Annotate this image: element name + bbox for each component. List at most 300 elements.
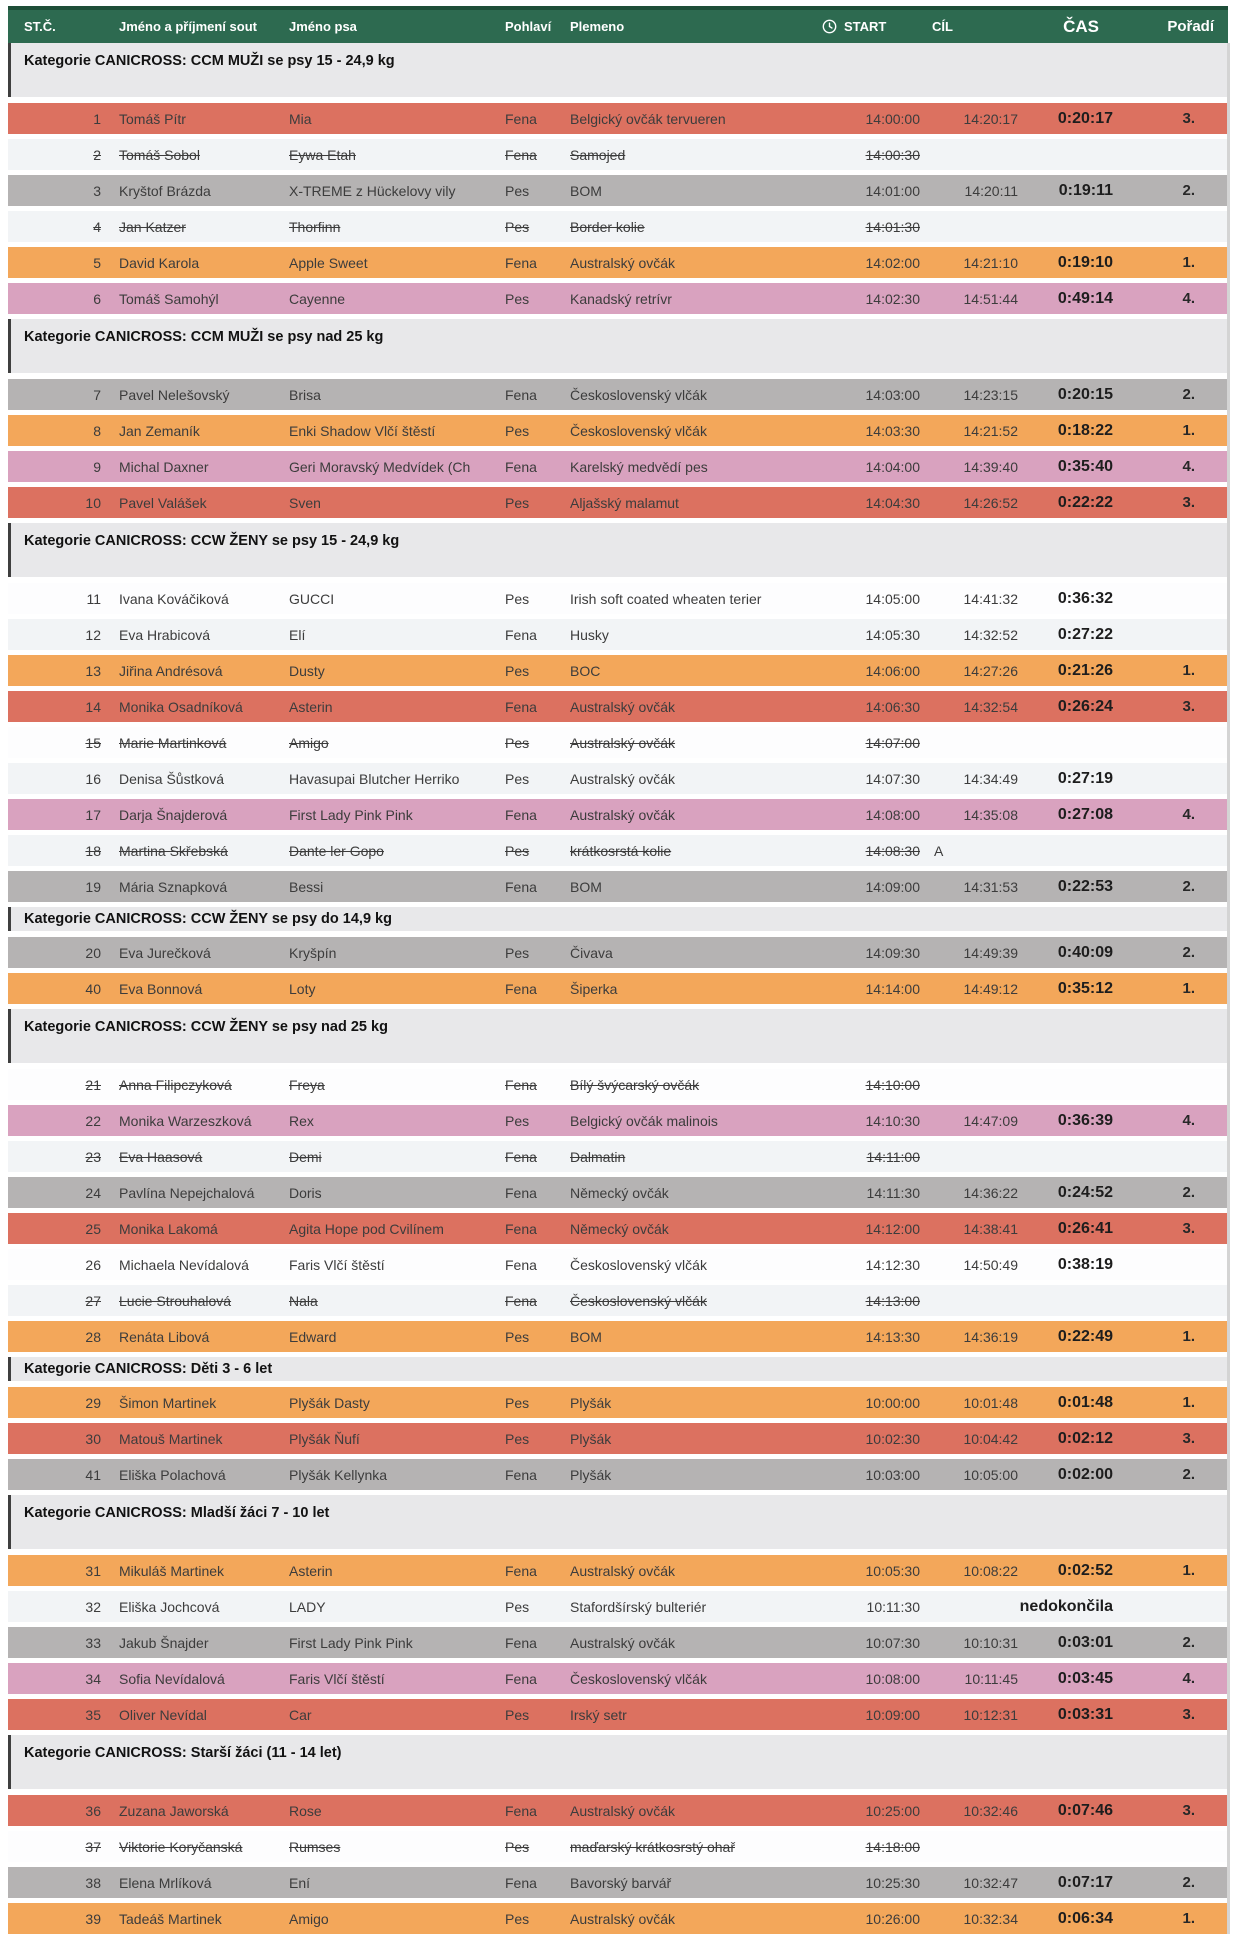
dog-sex: Pes <box>505 1910 530 1927</box>
dog-sex: Fena <box>505 254 537 271</box>
dog-name: Geri Moravský Medvídek (Ch <box>289 458 471 475</box>
rank: 3. <box>1182 1802 1195 1819</box>
dog-breed: BOC <box>570 662 601 679</box>
dog-breed: Československý vlčák <box>570 422 707 439</box>
row-start-number: 9 <box>93 458 101 475</box>
row-start-number: 23 <box>85 1148 101 1165</box>
dog-breed: Irský setr <box>570 1706 627 1723</box>
dog-sex: Fena <box>505 1292 537 1309</box>
row-start-number: 29 <box>85 1394 101 1411</box>
start-time: 14:07:00 <box>865 734 920 751</box>
table-row <box>8 619 1228 650</box>
dog-breed: Plyšák <box>570 1466 612 1483</box>
start-time: 14:06:00 <box>865 662 920 679</box>
start-time: 14:04:30 <box>865 494 920 511</box>
dog-name: Edward <box>289 1328 337 1345</box>
dog-breed: Husky <box>570 626 609 643</box>
dog-name: Bessi <box>289 878 324 895</box>
rank: 2. <box>1182 386 1195 403</box>
competitor-name: Monika Osadníková <box>119 698 243 715</box>
dog-name: Eywa Etah <box>289 146 356 163</box>
row-start-number: 13 <box>85 662 101 679</box>
table-row <box>8 1321 1228 1352</box>
finish-time: 14:20:17 <box>963 110 1018 127</box>
scrollbar-track[interactable] <box>1227 43 1230 1934</box>
start-time: 10:05:30 <box>865 1562 920 1579</box>
dog-breed: Stafordšírský bulteriér <box>570 1598 707 1615</box>
finish-time: 10:01:48 <box>963 1394 1018 1411</box>
start-time: 14:11:00 <box>866 1148 920 1165</box>
dog-sex: Fena <box>505 1256 537 1273</box>
finish-time: 14:47:09 <box>963 1112 1018 1129</box>
column-header-start-time <box>822 19 920 34</box>
start-time: 14:07:30 <box>865 770 920 787</box>
row-start-number: 30 <box>85 1430 101 1447</box>
dog-sex: Pes <box>505 494 530 511</box>
dog-sex: Fena <box>505 1184 537 1201</box>
dog-breed: Australský ovčák <box>570 698 676 715</box>
competitor-name: Tomáš Samohýl <box>119 290 219 307</box>
dog-sex: Pes <box>505 944 530 961</box>
table-row <box>8 1069 1228 1100</box>
table-row <box>8 415 1228 446</box>
elapsed-time: 0:49:14 <box>1057 289 1113 307</box>
elapsed-time: 0:20:17 <box>1057 109 1113 127</box>
finish-time: 10:11:45 <box>964 1670 1018 1687</box>
competitor-name: Šimon Martinek <box>119 1394 217 1411</box>
table-row <box>8 1459 1228 1490</box>
start-time: 14:02:30 <box>865 290 920 307</box>
table-row <box>8 1591 1228 1622</box>
dog-sex: Fena <box>505 698 537 715</box>
category-header: Kategorie CANICROSS: CCM MUŽI se psy 15 - 24,9 kg <box>8 43 1228 97</box>
dog-breed: Australský ovčák <box>570 770 676 787</box>
elapsed-time: 0:20:15 <box>1057 385 1113 403</box>
elapsed-time: 0:24:52 <box>1057 1183 1113 1201</box>
finish-time: 14:21:10 <box>963 254 1018 271</box>
row-start-number: 16 <box>85 770 101 787</box>
table-row <box>8 1387 1228 1418</box>
row-start-number: 33 <box>85 1634 101 1651</box>
dog-sex: Pes <box>505 290 530 307</box>
elapsed-time: 0:02:00 <box>1057 1465 1113 1483</box>
rank: 1. <box>1182 1394 1195 1411</box>
dog-sex: Pes <box>505 218 530 235</box>
finish-time: 14:27:26 <box>963 662 1018 679</box>
row-start-number: 27 <box>85 1292 101 1309</box>
finish-time: 14:34:49 <box>963 770 1018 787</box>
dog-breed: Australský ovčák <box>570 1562 676 1579</box>
table-row <box>8 1423 1228 1454</box>
dog-name: Elí <box>289 626 306 643</box>
dog-breed: Australský ovčák <box>570 254 676 271</box>
rank: 4. <box>1182 1670 1195 1687</box>
dog-sex: Fena <box>505 1670 537 1687</box>
competitor-name: Michal Daxner <box>119 458 209 475</box>
dog-breed: Kanadský retrívr <box>570 290 672 307</box>
row-start-number: 15 <box>85 734 101 751</box>
dog-breed: Samojed <box>570 146 626 163</box>
table-row <box>8 799 1228 830</box>
dog-breed: BOM <box>570 1328 602 1345</box>
table-row <box>8 727 1228 758</box>
dog-name: Mia <box>289 110 312 127</box>
competitor-name: Oliver Nevídal <box>119 1706 207 1723</box>
dog-name: Kryšpín <box>289 944 337 961</box>
competitor-name: Eliška Polachová <box>119 1466 226 1483</box>
dog-breed: Australský ovčák <box>570 806 676 823</box>
dog-sex: Pes <box>505 1430 530 1447</box>
competitor-name: Matouš Martinek <box>119 1430 223 1447</box>
finish-time: 14:39:40 <box>963 458 1018 475</box>
competitor-name: Pavel Valášek <box>119 494 207 511</box>
dog-name: Nala <box>289 1292 318 1309</box>
finish-time: 14:36:22 <box>963 1184 1018 1201</box>
dog-name: Amigo <box>289 734 329 751</box>
elapsed-time: 0:36:39 <box>1057 1111 1113 1129</box>
competitor-name: Tomáš Pítr <box>119 110 186 127</box>
competitor-name: Renáta Libová <box>119 1328 210 1345</box>
row-start-number: 41 <box>85 1466 101 1483</box>
start-time: 14:12:30 <box>865 1256 920 1273</box>
dog-name: Rex <box>289 1112 314 1129</box>
elapsed-time: 0:36:32 <box>1057 589 1113 607</box>
dog-breed: Belgický ovčák malinois <box>570 1112 718 1129</box>
dog-name: Rose <box>289 1802 322 1819</box>
dog-sex: Fena <box>505 1148 537 1165</box>
row-start-number: 20 <box>85 944 101 961</box>
dog-sex: Pes <box>505 1112 530 1129</box>
table-header-row <box>8 6 1228 43</box>
dog-sex: Fena <box>505 1220 537 1237</box>
dog-name: First Lady Pink Pink <box>289 806 413 823</box>
category-header: Kategorie CANICROSS: Mladší žáci 7 - 10 let <box>8 1495 1228 1549</box>
elapsed-time: 0:35:12 <box>1057 979 1113 997</box>
dog-name: Dante ler Gopo <box>289 842 384 859</box>
rank: 2. <box>1182 878 1195 895</box>
dog-sex: Pes <box>505 1838 530 1855</box>
finish-time: 10:12:31 <box>963 1706 1018 1723</box>
row-start-number: 34 <box>85 1670 101 1687</box>
column-header-finish-time: CÍL <box>932 19 953 34</box>
competitor-name: Jan Zemaník <box>119 422 200 439</box>
rank: 1. <box>1182 980 1195 997</box>
dog-sex: Fena <box>505 626 537 643</box>
competitor-name: Anna Filipczyková <box>119 1076 232 1093</box>
row-start-number: 32 <box>85 1598 101 1615</box>
elapsed-time: 0:27:22 <box>1057 625 1113 643</box>
competitor-name: Jiřina Andrésová <box>119 662 223 679</box>
table-row <box>8 1627 1228 1658</box>
start-time: 14:01:30 <box>865 218 920 235</box>
row-start-number: 31 <box>85 1562 101 1579</box>
dog-name: Apple Sweet <box>289 254 368 271</box>
dog-name: Amigo <box>289 1910 329 1927</box>
category-header: Kategorie CANICROSS: CCW ŽENY se psy nad 25 kg <box>8 1009 1228 1063</box>
finish-time: 14:50:49 <box>963 1256 1018 1273</box>
dog-name: First Lady Pink Pink <box>289 1634 413 1651</box>
row-start-number: 28 <box>85 1328 101 1345</box>
dog-breed: BOM <box>570 182 602 199</box>
dog-sex: Fena <box>505 146 537 163</box>
dog-name: Car <box>289 1706 312 1723</box>
rank: 2. <box>1182 1634 1195 1651</box>
start-time: 14:08:30 <box>865 842 920 859</box>
table-row <box>8 691 1228 722</box>
dog-name: Demi <box>289 1148 322 1165</box>
dog-sex: Fena <box>505 1076 537 1093</box>
finish-time: 14:23:15 <box>963 386 1018 403</box>
table-row <box>8 655 1228 686</box>
column-header-start-number: ST.Č. <box>24 19 56 34</box>
dog-sex: Pes <box>505 1328 530 1345</box>
start-time: 10:02:30 <box>865 1430 920 1447</box>
column-header-breed: Plemeno <box>570 19 625 34</box>
table-row <box>8 451 1228 482</box>
table-row <box>8 1663 1228 1694</box>
dog-name: Brisa <box>289 386 321 403</box>
finish-time: 14:26:52 <box>963 494 1018 511</box>
dog-breed: Čivava <box>570 944 613 961</box>
rank: 2. <box>1182 944 1195 961</box>
elapsed-time: 0:03:01 <box>1057 1633 1113 1651</box>
row-start-number: 24 <box>85 1184 101 1201</box>
competitor-name: Michaela Nevídalová <box>119 1256 249 1273</box>
dog-sex: Pes <box>505 1394 530 1411</box>
dog-breed: Australský ovčák <box>570 1802 676 1819</box>
table-row <box>8 247 1228 278</box>
finish-time: 14:49:39 <box>963 944 1018 961</box>
elapsed-time: 0:02:12 <box>1057 1429 1113 1447</box>
finish-time: 14:31:53 <box>963 878 1018 895</box>
elapsed-time: 0:40:09 <box>1057 943 1113 961</box>
rank: 4. <box>1182 806 1195 823</box>
dog-breed: Německý ovčák <box>570 1184 669 1201</box>
competitor-name: Mária Sznapková <box>119 878 228 895</box>
dog-name: Plyšák Kellynka <box>289 1466 388 1483</box>
dog-breed: Karelský medvědí pes <box>570 458 708 475</box>
competitor-name: Denisa Šůstková <box>119 770 225 787</box>
finish-time: 10:05:00 <box>963 1466 1018 1483</box>
row-start-number: 35 <box>85 1706 101 1723</box>
dog-sex: Pes <box>505 1598 530 1615</box>
start-time: 14:01:00 <box>865 182 920 199</box>
rank: 1. <box>1182 1910 1195 1927</box>
finish-time: 10:32:34 <box>963 1910 1018 1927</box>
dog-breed: Australský ovčák <box>570 1910 676 1927</box>
table-row <box>8 1831 1228 1862</box>
table-row <box>8 487 1228 518</box>
start-time: 14:13:30 <box>865 1328 920 1345</box>
start-time: 10:11:30 <box>866 1598 920 1615</box>
dog-sex: Fena <box>505 806 537 823</box>
dog-name: Havasupai Blutcher Herriko <box>289 770 460 787</box>
finish-time: 10:32:46 <box>963 1802 1018 1819</box>
column-header-start-label: START <box>844 19 887 34</box>
table-row <box>8 1285 1228 1316</box>
elapsed-time: 0:03:31 <box>1057 1705 1113 1723</box>
dog-breed: Irish soft coated wheaten terier <box>570 590 762 607</box>
dog-breed: Plyšák <box>570 1394 612 1411</box>
elapsed-time: 0:21:26 <box>1057 661 1113 679</box>
elapsed-time: 0:02:52 <box>1057 1561 1113 1579</box>
dog-sex: Pes <box>505 182 530 199</box>
competitor-name: Eva Hrabicová <box>119 626 211 643</box>
dog-sex: Pes <box>505 590 530 607</box>
dog-breed: Plyšák <box>570 1430 612 1447</box>
elapsed-time: 0:26:41 <box>1057 1219 1113 1237</box>
dog-name: X-TREME z Hückelovy vily <box>289 182 456 199</box>
table-row <box>8 1699 1228 1730</box>
start-time: 14:00:30 <box>865 146 920 163</box>
table-row <box>8 1105 1228 1136</box>
column-header-rank: Pořadí <box>1167 18 1214 35</box>
rank: 4. <box>1182 290 1195 307</box>
elapsed-time: 0:22:49 <box>1057 1327 1113 1345</box>
start-time: 14:18:00 <box>865 1838 920 1855</box>
table-row <box>8 283 1228 314</box>
results-table <box>8 6 1228 1934</box>
dog-name: Cayenne <box>289 290 346 307</box>
dog-breed: krátkosrstá kolie <box>570 842 672 859</box>
table-row <box>8 139 1228 170</box>
table-row <box>8 1867 1228 1898</box>
dog-sex: Pes <box>505 1706 530 1723</box>
row-start-number: 5 <box>93 254 101 271</box>
finish-time: 14:51:44 <box>963 290 1018 307</box>
elapsed-time: 0:06:34 <box>1057 1909 1113 1927</box>
competitor-name: Kryštof Brázda <box>119 182 211 199</box>
finish-time: 14:36:19 <box>963 1328 1018 1345</box>
dog-breed: Československý vlčák <box>570 386 707 403</box>
dog-sex: Fena <box>505 980 537 997</box>
table-row <box>8 871 1228 902</box>
competitor-name: Eva Jurečková <box>119 944 211 961</box>
column-header-competitor: Jméno a příjmení sout <box>119 19 257 34</box>
row-start-number: 4 <box>93 218 101 235</box>
competitor-name: Marie Martinková <box>119 734 227 751</box>
start-time: 14:12:00 <box>865 1220 920 1237</box>
table-row <box>8 973 1228 1004</box>
table-row <box>8 763 1228 794</box>
dog-sex: Pes <box>505 770 530 787</box>
start-time: 14:13:00 <box>865 1292 920 1309</box>
dog-sex: Pes <box>505 662 530 679</box>
finish-time: 10:10:31 <box>963 1634 1018 1651</box>
competitor-name: Tadeáš Martinek <box>119 1910 222 1927</box>
start-time: 14:05:00 <box>865 590 920 607</box>
elapsed-time: 0:01:48 <box>1057 1393 1113 1411</box>
table-row <box>8 379 1228 410</box>
finish-time: 10:08:22 <box>963 1562 1018 1579</box>
dog-name: Thorfinn <box>289 218 341 235</box>
start-time: 14:09:30 <box>865 944 920 961</box>
table-row <box>8 1213 1228 1244</box>
dog-breed: Československý vlčák <box>570 1670 707 1687</box>
rank: 3. <box>1182 1220 1195 1237</box>
dog-breed: Belgický ovčák tervueren <box>570 110 726 127</box>
dog-breed: Bílý švýcarský ovčák <box>570 1076 700 1093</box>
dog-breed: Australský ovčák <box>570 1634 676 1651</box>
column-header-time: ČAS <box>1063 16 1099 36</box>
row-start-number: 17 <box>85 806 101 823</box>
competitor-name: Darja Šnajderová <box>119 806 228 823</box>
dog-breed: maďarský krátkosrstý ohař <box>570 1838 735 1855</box>
category-header: Kategorie CANICROSS: CCW ŽENY se psy 15 - 24,9 kg <box>8 523 1228 577</box>
dog-name: Agita Hope pod Cvilínem <box>289 1220 444 1237</box>
table-body <box>8 43 1228 1934</box>
competitor-name: Mikuláš Martinek <box>119 1562 225 1579</box>
dog-name: Faris Vlčí štěstí <box>289 1670 385 1687</box>
dog-sex: Fena <box>505 458 537 475</box>
column-header-dog-name: Jméno psa <box>289 19 357 34</box>
dog-breed: Československý vlčák <box>570 1256 707 1273</box>
category-header: Kategorie CANICROSS: Děti 3 - 6 let <box>8 1357 1228 1381</box>
start-time: 14:14:00 <box>865 980 920 997</box>
finish-time: 14:32:54 <box>963 698 1018 715</box>
finish-time: A <box>934 842 944 859</box>
row-start-number: 12 <box>85 626 101 643</box>
table-row <box>8 1555 1228 1586</box>
table-row <box>8 103 1228 134</box>
row-start-number: 10 <box>85 494 101 511</box>
rank: 3. <box>1182 1430 1195 1447</box>
finish-time: 14:49:12 <box>963 980 1018 997</box>
finish-time: 14:32:52 <box>963 626 1018 643</box>
elapsed-time: 0:35:40 <box>1057 457 1113 475</box>
start-time: 14:11:30 <box>866 1184 920 1201</box>
elapsed-time: 0:18:22 <box>1057 421 1113 439</box>
start-time: 14:00:00 <box>865 110 920 127</box>
start-time: 10:25:00 <box>865 1802 920 1819</box>
rank: 2. <box>1182 1466 1195 1483</box>
dog-sex: Fena <box>505 1802 537 1819</box>
rank: 3. <box>1182 698 1195 715</box>
competitor-name: Viktorie Koryčanská <box>119 1838 243 1855</box>
dog-name: Enki Shadow Vlčí štěstí <box>289 422 436 439</box>
rank: 3. <box>1182 494 1195 511</box>
dog-name: Dusty <box>289 662 325 679</box>
row-start-number: 21 <box>85 1076 101 1093</box>
row-start-number: 22 <box>85 1112 101 1129</box>
competitor-name: Elena Mrlíková <box>119 1874 212 1891</box>
row-start-number: 14 <box>85 698 101 715</box>
dog-name: Faris Vlčí štěstí <box>289 1256 385 1273</box>
rank: 3. <box>1182 110 1195 127</box>
row-start-number: 38 <box>85 1874 101 1891</box>
dog-name: Freya <box>289 1076 325 1093</box>
table-row <box>8 211 1228 242</box>
row-start-number: 39 <box>85 1910 101 1927</box>
competitor-name: Monika Warzeszková <box>119 1112 252 1129</box>
elapsed-time: 0:22:22 <box>1057 493 1113 511</box>
rank: 1. <box>1182 1328 1195 1345</box>
finish-time: 14:35:08 <box>963 806 1018 823</box>
elapsed-time: 0:38:19 <box>1057 1255 1113 1273</box>
finish-time: 14:21:52 <box>963 422 1018 439</box>
table-row <box>8 1141 1228 1172</box>
row-start-number: 7 <box>93 386 101 403</box>
dog-name: Plyšák Dasty <box>289 1394 370 1411</box>
dog-name: Doris <box>289 1184 322 1201</box>
start-time: 14:06:30 <box>865 698 920 715</box>
dog-breed: Německý ovčák <box>570 1220 669 1237</box>
table-row <box>8 1903 1228 1934</box>
competitor-name: Ivana Kováčiková <box>119 590 229 607</box>
start-time: 10:25:30 <box>865 1874 920 1891</box>
finish-time: 10:32:47 <box>963 1874 1018 1891</box>
dog-breed: Šiperka <box>570 980 618 997</box>
